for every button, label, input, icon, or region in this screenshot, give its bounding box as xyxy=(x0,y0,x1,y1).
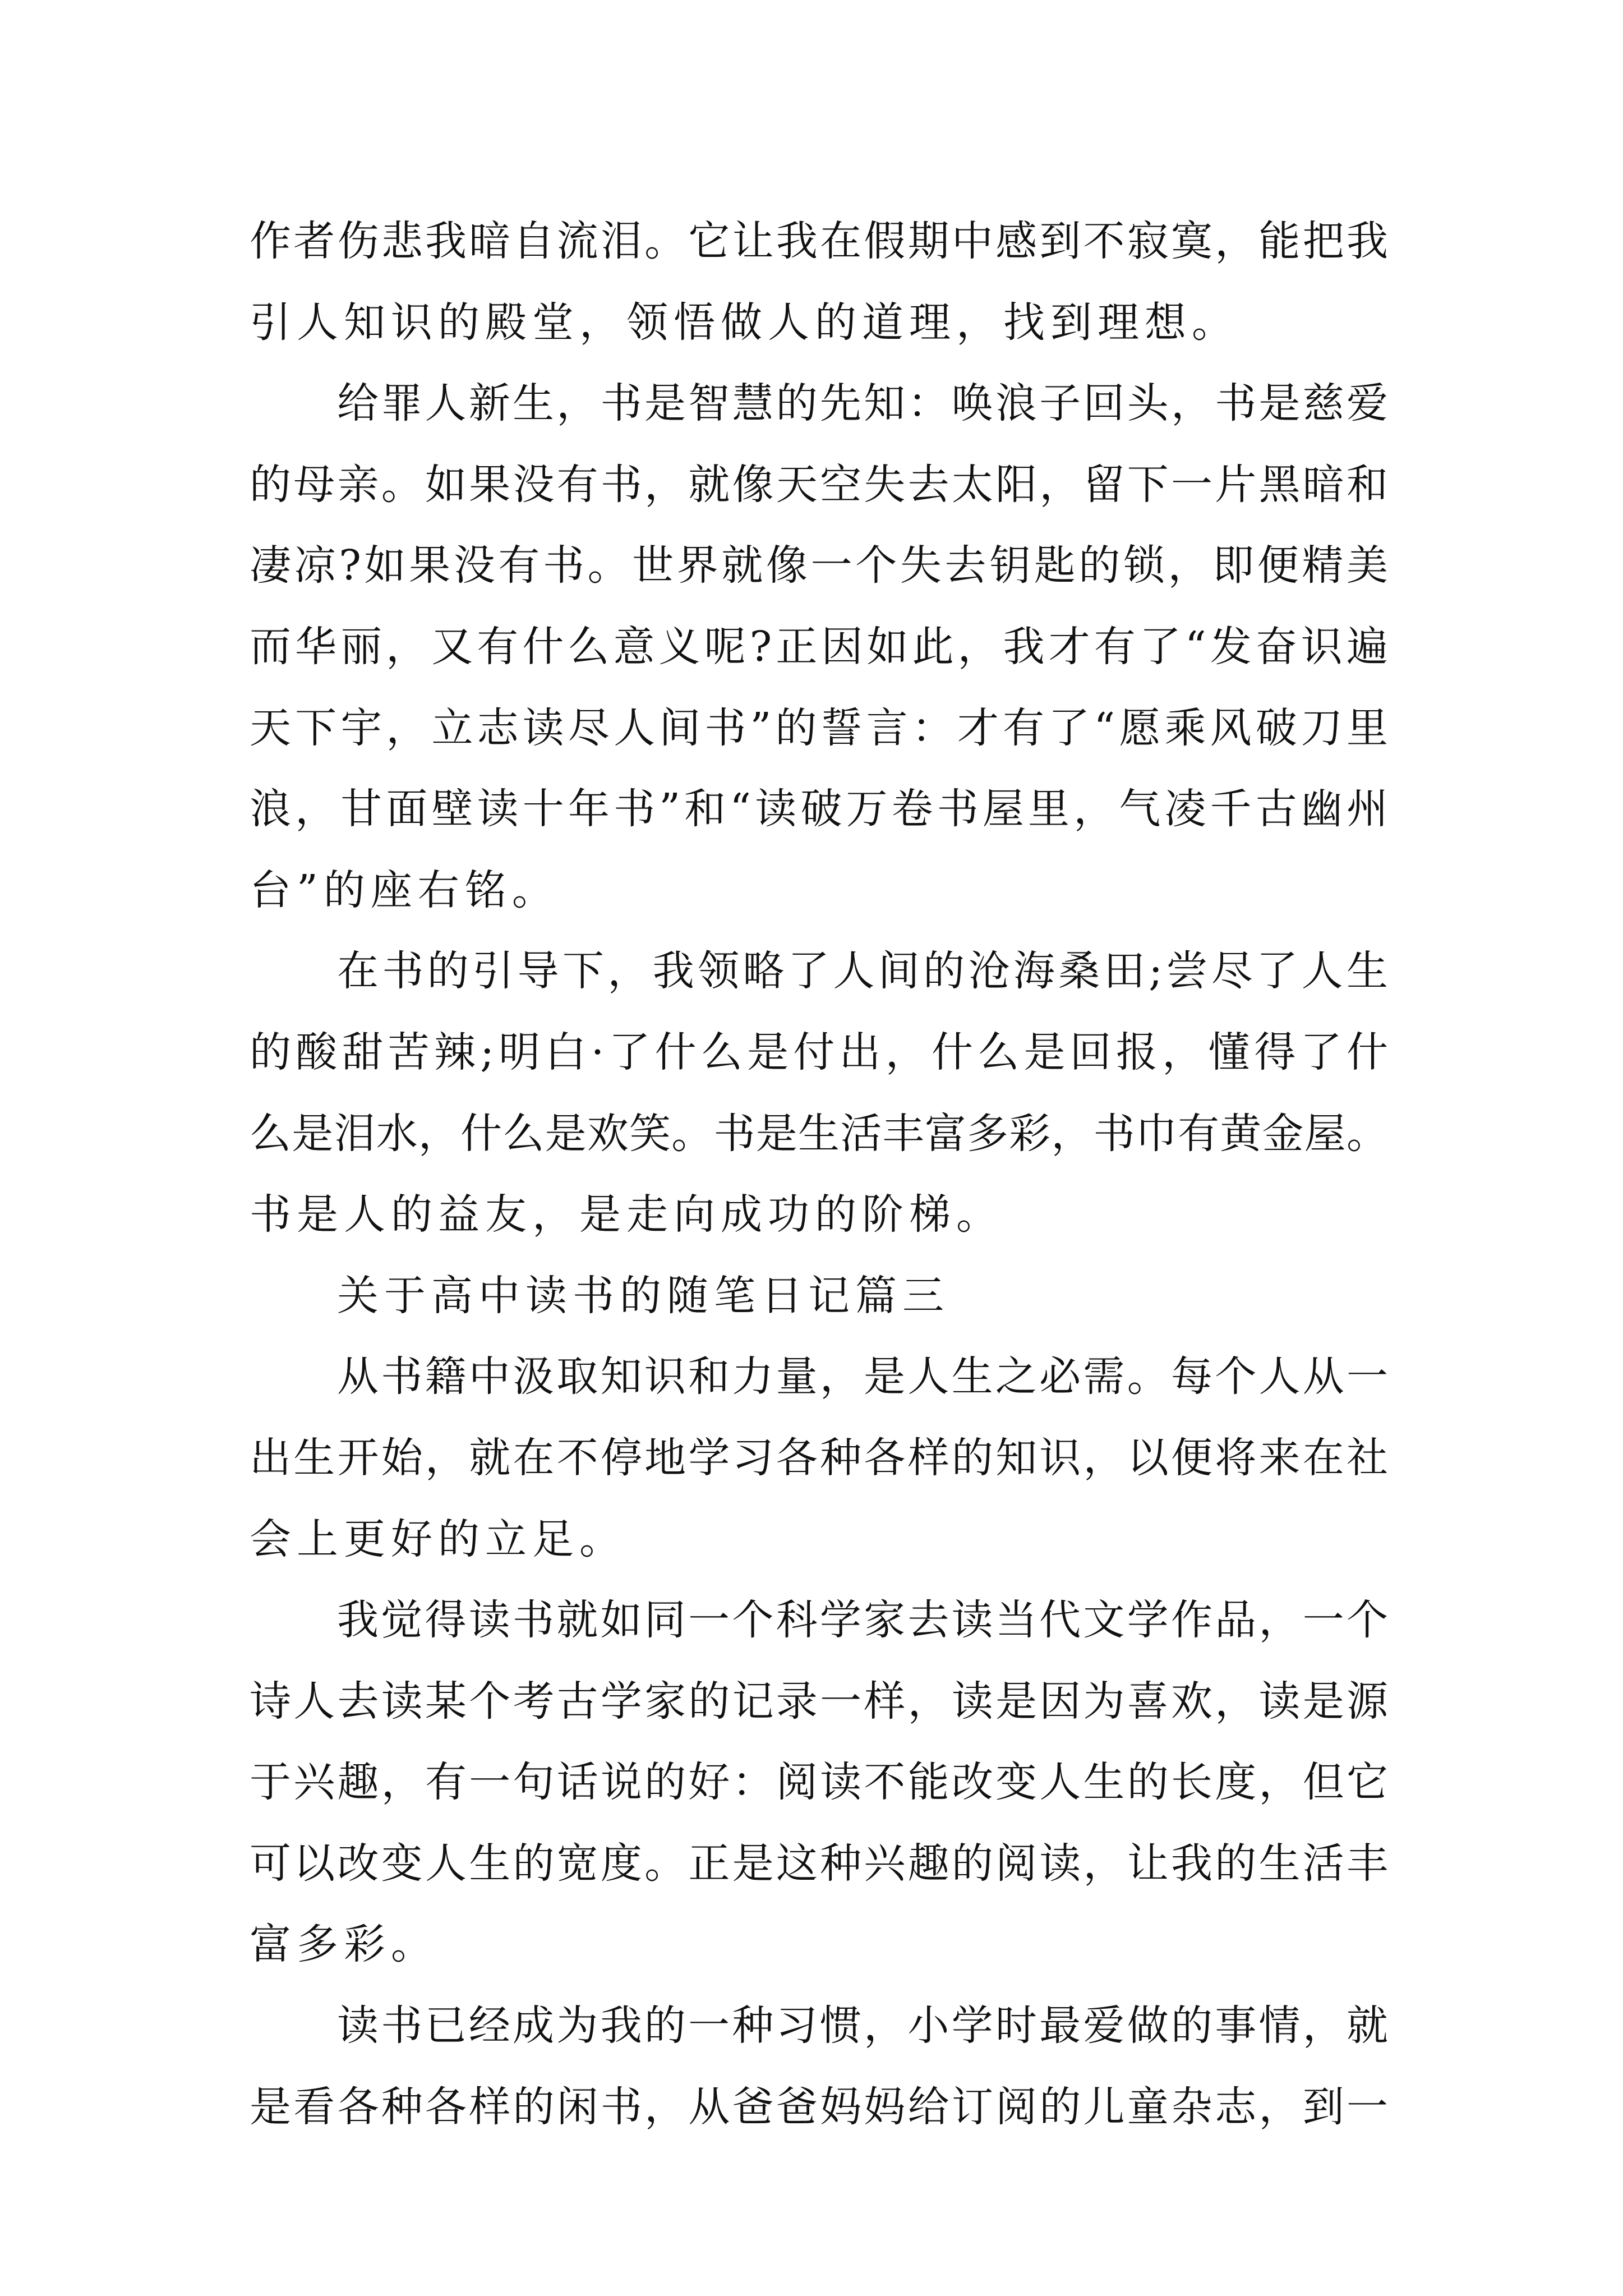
text-line: 引人知识的殿堂，领悟做人的道理，找到理想。 xyxy=(250,298,1239,347)
text-line: 读书已经成为我的一种习惯，小学时最爱做的事情，就 xyxy=(337,2001,1388,2050)
text-line: 是看各种各样的闲书，从爸爸妈妈给订阅的儿童杂志，到一 xyxy=(250,2082,1388,2131)
text-line: 的母亲。如果没有书，就像天空失去太阳，留下一片黑暗和 xyxy=(250,460,1388,509)
text-line: 天下宇，立志读尽人间书”的誓言：才有了“愿乘风破刀里 xyxy=(250,703,1388,752)
text-line: 的酸甜苦辣;明白·了什么是付出，什么是回报，懂得了什 xyxy=(250,1028,1388,1076)
text-line: 书是人的益友，是走向成功的阶梯。 xyxy=(250,1190,1003,1239)
text-line: 作者伤悲我暗自流泪。它让我在假期中感到不寂寞，能把我 xyxy=(250,217,1388,265)
text-line: 凄凉?如果没有书。世界就像一个失去钥匙的锁，即便精美 xyxy=(250,541,1388,590)
section-heading: 关于高中读书的随笔日记篇三 xyxy=(337,1271,949,1320)
text-line: 富多彩。 xyxy=(250,1920,438,1969)
text-line: 出生开始，就在不停地学习各种各样的知识，以便将来在社 xyxy=(250,1433,1388,1482)
text-line: 从书籍中汲取知识和力量，是人生之必需。每个人从一 xyxy=(337,1352,1388,1401)
text-line: 诗人去读某个考古学家的记录一样，读是因为喜欢，读是源 xyxy=(250,1677,1388,1726)
document-body xyxy=(250,201,1388,2147)
text-line: 给罪人新生，书是智慧的先知：唤浪子回头，书是慈爱 xyxy=(337,379,1388,428)
text-line: 可以改变人生的宽度。正是这种兴趣的阅读，让我的生活丰 xyxy=(250,1839,1388,1888)
text-line: 会上更好的立足。 xyxy=(250,1515,626,1563)
text-line: 在书的引导下，我领略了人间的沧海桑田;尝尽了人生 xyxy=(337,947,1388,996)
text-line: 而华丽，又有什么意义呢?正因如此，我才有了“发奋识遍 xyxy=(250,622,1388,671)
text-line: 么是泪水，什么是欢笑。书是生活丰富多彩，书巾有黄金屋。 xyxy=(250,1109,1388,1158)
text-line: 于兴趣，有一句话说的好：阅读不能改变人生的长度，但它 xyxy=(250,1758,1388,1807)
text-line: 我觉得读书就如同一个科学家去读当代文学作品，一个 xyxy=(337,1596,1388,1645)
text-line: 台”的座右铭。 xyxy=(250,866,559,914)
text-line: 浪，甘面壁读十年书”和“读破万卷书屋里，气凌千古幽州 xyxy=(250,785,1388,834)
